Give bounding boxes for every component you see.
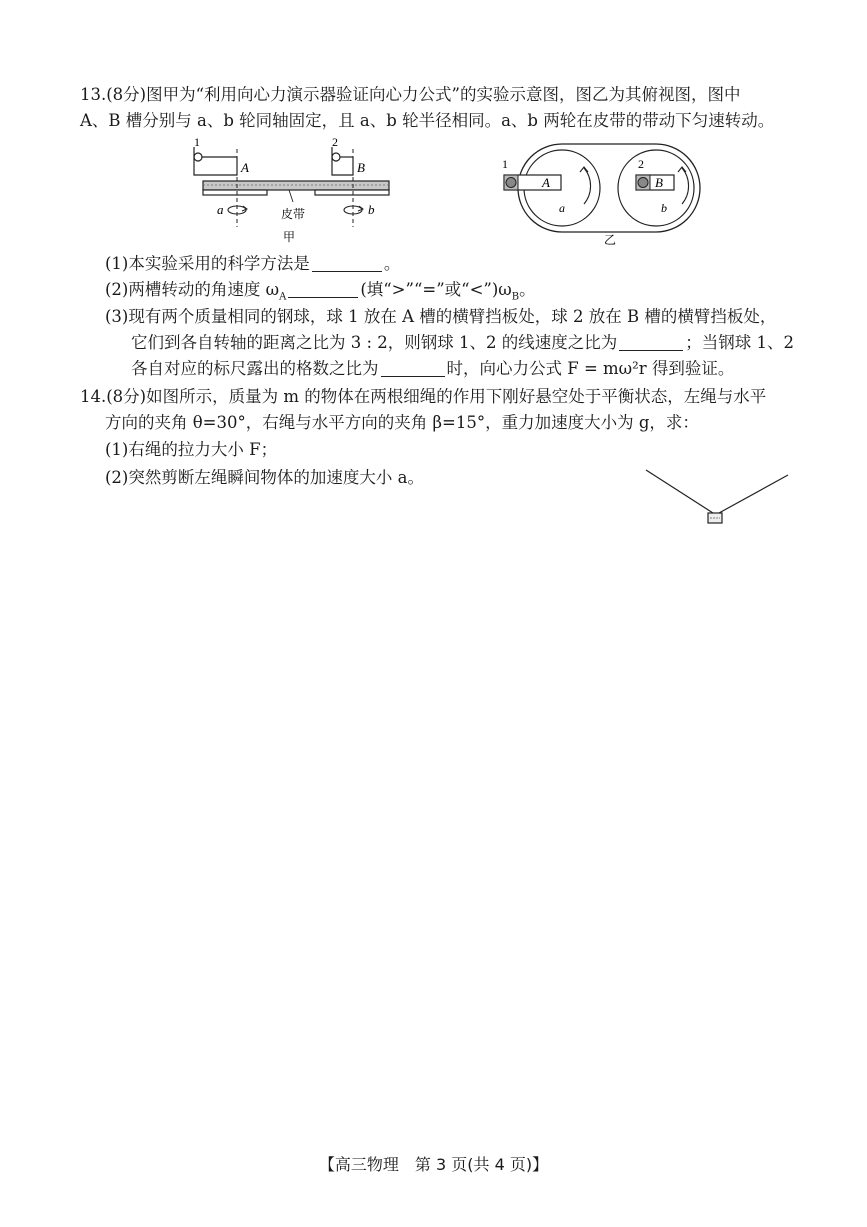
ball-1-top-icon [506,178,516,188]
svg-text:b: b [661,201,667,215]
q14-line1: 14.(8分)如图所示，质量为 m 的物体在两根细绳的作用下刚好悬空处于平衡状态，左绳与水平 [80,387,767,406]
svg-text:A: A [241,160,249,175]
svg-text:1: 1 [194,135,200,149]
svg-text:b: b [368,202,375,217]
q13-part3-line2: 它们到各自转轴的距离之比为 3 : 2，则钢球 1、2 的线速度之比为 ；当钢球 1、2 [131,333,795,352]
figure-jia [185,135,400,247]
svg-text:2: 2 [332,135,338,149]
q13-line1: 13.(8分)图甲为“利用向心力演示器验证向心力公式”的实验示意图，图乙为其俯视图，图中 [80,85,741,104]
svg-text:B: B [655,175,663,190]
svg-text:a: a [559,201,565,215]
q13-part3-line3: 各自对应的标尺露出的格数之比为 时，向心力公式 F = mω²r 得到验证。 [131,359,735,378]
rope-figure [642,466,794,528]
right-rope [719,475,788,513]
answer-blank-4[interactable] [381,360,445,377]
q13-part1: (1)本实验采用的科学方法是 。 [105,254,401,273]
q14-part2: (2)突然剪断左绳瞬间物体的加速度大小 a。 [105,468,424,487]
figure-yi [498,138,720,248]
svg-text:乙: 乙 [604,233,617,247]
answer-blank-3[interactable] [619,334,683,351]
belt-bar [203,181,389,190]
ball-1-icon [194,153,202,161]
answer-blank-2[interactable] [288,281,358,298]
answer-blank-1[interactable] [312,255,382,272]
page-footer: 【高三物理 第 3 页(共 4 页)】 [318,1155,549,1174]
q13-part2: (2)两槽转动的角速度 $\omega_A$ (填“>”“=”或“$<”)\omega_B$。 [105,280,536,303]
svg-text:皮带: 皮带 [281,207,306,221]
rotation-arrow-a-icon [584,168,591,204]
svg-text:A: A [542,175,550,190]
svg-text:B: B [357,160,365,175]
ball-2-icon [332,153,340,161]
q14-part1: (1)右绳的拉力大小 F； [105,440,278,459]
ball-2-top-icon [638,178,648,188]
svg-text:甲: 甲 [283,230,296,244]
svg-text:2: 2 [638,157,644,171]
svg-text:1: 1 [502,157,508,171]
q13-part3-line1: (3)现有两个质量相同的钢球，球 1 放在 A 槽的横臂挡板处，球 2 放在 B 槽的横臂挡板处， [105,307,777,326]
rotation-arrow-b-icon [682,168,689,204]
q13-line2: A、B 槽分别与 a、b 轮同轴固定，且 a、b 轮半径相同。a、b 两轮在皮带的带动下匀速转动。 [80,111,775,130]
q14-line2: 方向的夹角 θ=30°，右绳与水平方向的夹角 β=15°，重力加速度大小为 g，求： [105,413,699,432]
svg-text:a: a [217,202,224,217]
left-rope [646,470,713,513]
